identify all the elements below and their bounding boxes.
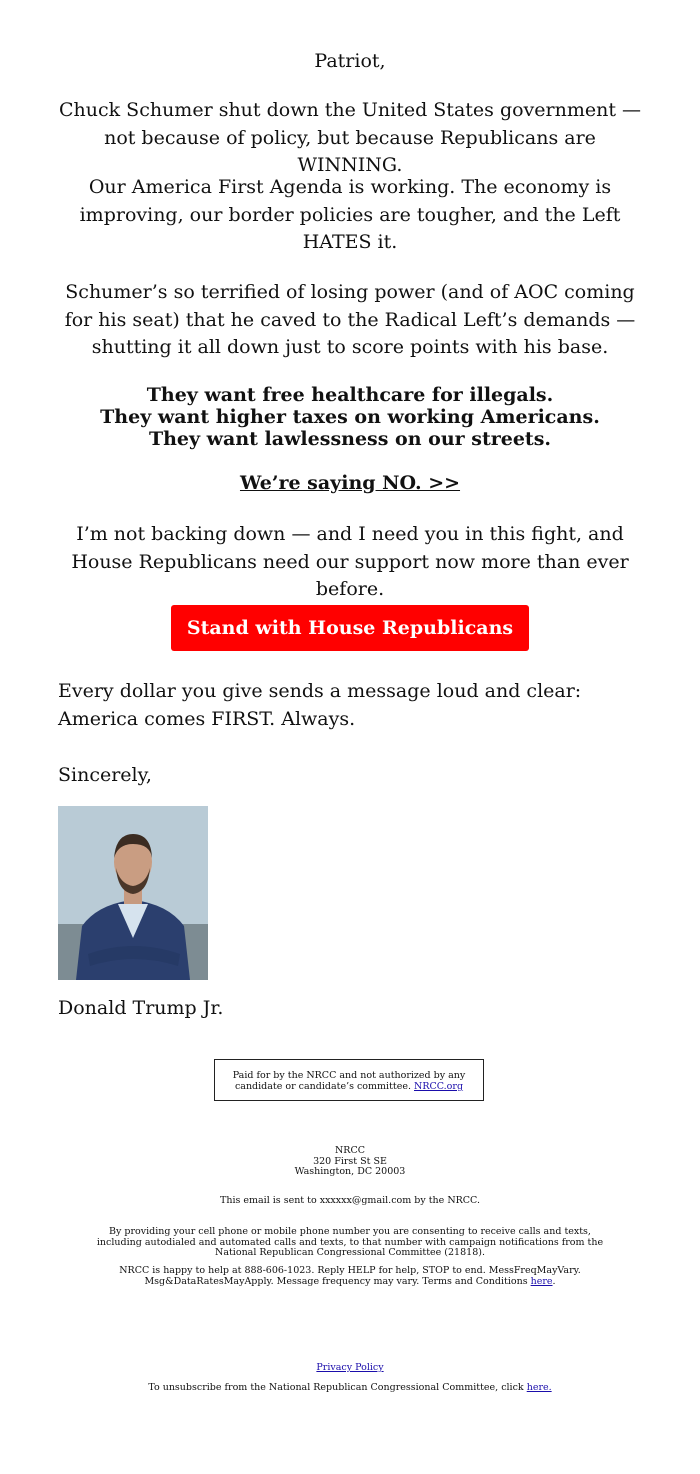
portrait-illustration — [58, 806, 208, 980]
bold-line: They want higher taxes on working Americans. — [100, 406, 600, 428]
unsubscribe-text: To unsubscribe from the National Republican Congressional Committee, click — [148, 1382, 527, 1393]
paragraph-dollar: Every dollar you give sends a message loud and clear: America comes FIRST. Always. — [58, 680, 582, 730]
privacy-policy-link[interactable]: Privacy Policy — [316, 1362, 384, 1373]
footer-street: 320 First St SE — [313, 1155, 387, 1167]
help-text: NRCC is happy to help at 888-606-1023. Reply HELP for help, STOP to end. MessFreqMayVary. Msg&DataRatesMayApply. Message frequency may vary. Terms and Conditions — [119, 1265, 581, 1287]
bold-line: They want lawlessness on our streets. — [148, 428, 552, 450]
help-end: . — [552, 1275, 556, 1287]
footer-address — [0, 1146, 700, 1178]
footer-org: NRCC — [334, 1145, 365, 1156]
paragraph-agenda: Our America First Agenda is working. The economy is improving, our border policies are tougher, and the Left HATES it. — [79, 176, 621, 253]
signature-name: Donald Trump Jr. — [58, 997, 224, 1019]
sms-consent-notice: By providing your cell phone or mobile phone number you are consenting to receive calls and texts, including autodialed and automated calls and texts, to that number with campaign notifications from the National Republican Congressional Committee (21818). — [96, 1226, 604, 1258]
paragraph-schumer: Schumer’s so terrified of losing power (and of AOC coming for his seat) that he caved to the Radical Left’s demands — shutting it all down just to score points with his base. — [64, 281, 636, 358]
portrait-photo — [58, 806, 208, 980]
unsubscribe-notice — [0, 1383, 700, 1394]
sent-to-notice: This email is sent to xxxxxx@gmail.com by the NRCC. — [219, 1195, 481, 1206]
sign-off: Sincerely, — [58, 764, 152, 786]
paragraph-shutdown: Chuck Schumer shut down the United States government — not because of policy, but because Republicans are WINNING. — [58, 99, 642, 176]
privacy-container — [0, 1363, 700, 1374]
bold-statements — [0, 384, 700, 450]
cta-container — [0, 605, 700, 651]
unsubscribe-link[interactable]: here. — [526, 1382, 552, 1393]
disclaimer-text: Paid for by the NRCC and not authorized by any candidate or candidate’s committee. — [232, 1070, 466, 1092]
help-notice — [0, 1266, 700, 1287]
footer-city: Washington, DC 20003 — [294, 1166, 406, 1177]
say-no-container — [0, 472, 700, 494]
say-no-link[interactable]: We’re saying NO. >> — [239, 472, 461, 494]
paid-for-disclaimer — [214, 1059, 484, 1101]
bold-line: They want free healthcare for illegals. — [146, 384, 554, 406]
salutation: Patriot, — [314, 50, 386, 72]
terms-link[interactable]: here — [530, 1275, 553, 1287]
paragraph-fight: I’m not backing down — and I need you in this fight, and House Republicans need our support now more than ever before. — [71, 523, 629, 600]
stand-with-republicans-button[interactable]: Stand with House Republicans — [171, 605, 529, 651]
nrcc-site-link[interactable]: NRCC.org — [414, 1081, 464, 1092]
